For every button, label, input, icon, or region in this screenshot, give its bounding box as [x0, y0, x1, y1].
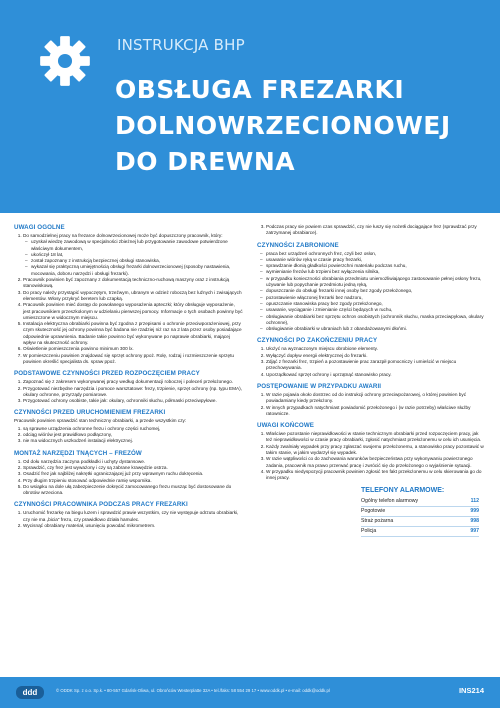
list-item-text: Osadzić frez jak najbliżej nakrętki ograniczającej już przy wprawnym ruchu dokręcenia.	[23, 471, 204, 477]
phone-number: 112	[470, 497, 479, 504]
list-item-text: W razie pojawia około dostrzec od do instrukcji ochrony przeciwpożarowej, o której powinien być powiadamiany kiedy przełożony.	[266, 391, 467, 404]
phone-label: Straż pożarna	[361, 517, 394, 524]
numbered-list	[14, 379, 243, 404]
bullet-item: – pozostawienie włączonej frezarki bez nadzoru,	[266, 295, 486, 301]
list-item-text: Właściwe pozostanie nieprawidłowości w stanie technicznym obrabiarki przed rozpoczęciem pracy, jak też nieprawidłowości w czasie pracy obrabiarki, zgłosić natychmiast przełożonemu w celu ich usunięcia.	[266, 431, 482, 443]
header-kicker: INSTRUKCJA BHP	[117, 36, 245, 54]
phone-list	[361, 497, 479, 537]
phone-number: 997	[470, 527, 479, 534]
list-item	[266, 392, 486, 405]
instruction-section	[14, 409, 243, 444]
document-code: INS214	[458, 686, 484, 695]
section-heading: PODSTAWOWE CZYNNOŚCI PRZED ROZPOCZĘCIEM PRACY	[14, 370, 200, 378]
right-column	[250, 224, 486, 674]
list-item-text: Przygotować ochrony osobiste, takie jak: okulary, ochronniki słuchu, półmaski przeciwpyłowe.	[23, 398, 217, 404]
list-item	[23, 321, 243, 346]
instruction-section	[257, 337, 486, 377]
title-line-2: DOLNOWRZECIONOWEJ	[115, 111, 451, 140]
list-item-text: Podczas pracy sie powiem czas sprawdzić, czy nie łuszy się nożetłi dociągające frez (sprawdzać przy zatrzymanej obrabiarce).	[266, 224, 477, 236]
section-heading: MONTAŻ NARZĘDZI TNĄCYCH – FREZÓW	[14, 449, 142, 457]
numbered-list	[257, 346, 486, 377]
bullet-item: – obsługiwanie obrabiarki bez sprzętu ochron osobistych (ochronnik słuchu, maska przeciwpyłowa, okulary ochronne),	[266, 314, 486, 327]
bullet-item: – obsługiwanie obrabiarki w ubraniach lub z obandażowanymi dłońmi.	[266, 326, 486, 332]
sub-list-item: – uzyskał wiedzę zawodową w specjalności zbieżnej lub przygotowanie zawodowe potwierdzone właściwym dokumentem,	[31, 239, 243, 252]
phone-row	[361, 507, 479, 517]
list-item	[23, 523, 243, 529]
instruction-section	[257, 383, 486, 417]
list-item	[23, 277, 243, 290]
section-heading: CZYNNOŚCI ZABRONIONE	[257, 241, 339, 249]
page-title	[115, 72, 451, 180]
numbered-list	[257, 431, 486, 481]
sub-list-item: – ukończył 18 lat,	[31, 252, 243, 258]
list-item-text: Każdy zwalniały wypadek przy pracy zgłaszać swojemu przełożonemu, a stanowisko pracy pozostawić w takim stanie, w jakim wydarzył się wypadek.	[266, 443, 484, 456]
list-item-text: Od dołu narzędzia zaczyna podkładki i uchyty dystansowe.	[23, 458, 146, 464]
phone-row	[361, 517, 479, 527]
list-item	[23, 386, 243, 399]
list-item	[23, 484, 243, 497]
list-item-text: Do samodzielnej pracy na frezarce dolnowrzecionowej może być dopuszczony pracownik, który:	[23, 233, 223, 238]
bullet-item: – usuwanie wiórów ręką w czasie pracy frezarki,	[266, 257, 486, 263]
section-heading: UWAGI OGÓLNE	[14, 224, 65, 231]
list-item-text: odciąg wiórów jest prawidłowo podłączony,	[23, 432, 113, 438]
list-item-text: W innych przypadkach natychmiast powiadomić przełożonego i (w razie potrzeby) właściwe służby ratownicze.	[266, 404, 471, 416]
list-item-text: Przy długim trzpieniu stosować odpowiednie ramię wspornika.	[23, 477, 152, 483]
bullet-item: – dopuszczanie do obsługi frezarki innej osoby bez zgody przełożonego,	[266, 288, 486, 294]
list-item-text: Sprawdzić, czy frez jest wyważony i czy są zabrane krawędzie ostrza.	[23, 464, 168, 470]
bullet-item: – w przypadku konieczności obrabiania przedmiotu uniemożliwiającego zastosowanie pełnej osłony frezu, używanie lub popychanie przedmiotu jedną ręką,	[266, 276, 486, 289]
phones-title: TELEFONY ALARMOWE:	[361, 486, 445, 494]
list-item	[23, 353, 243, 366]
sub-list	[23, 239, 243, 277]
numbered-list	[14, 510, 243, 529]
list-item-text: nie ma widocznych uszkodzeń instalacji elektrycznej.	[23, 438, 133, 444]
list-item-text: Zapoznać się z zakresem wykonywanej pracy według dokumentacji roboczej i poleceń przełożonego.	[23, 379, 234, 385]
list-item-text: Zdjąć z frezarki frez, trzpień a pozostawienie prac zarazpił pomocniczy i umieścić w miejscu przechowywania.	[266, 359, 457, 371]
sub-list-item: – został zapoznany z instrukcją bezpiecznej obsługi stanowiska,	[31, 258, 243, 264]
list-item	[266, 359, 486, 372]
list-item	[266, 444, 486, 457]
phone-number: 998	[470, 517, 479, 524]
instruction-content	[14, 224, 486, 674]
instruction-section	[257, 422, 486, 481]
numbered-list	[14, 233, 243, 365]
numbered-list	[257, 224, 486, 237]
phone-label: Ogólny telefon alarmowy	[361, 497, 419, 504]
list-item	[23, 290, 243, 303]
section-heading: CZYNNOŚCI PO ZAKOŃCZENIU PRACY	[257, 337, 378, 345]
list-item	[266, 456, 486, 469]
left-column	[14, 224, 250, 674]
list-item-text: Instalacja elektryczna obrabiarki powinna być zgodna z przepisami o ochronie przeciwporażeniowej, przy czym skuteczność jej ochrony powinna być badana nie rzadziej niż raz na 2 lata przez osoby posiadające odpowiednie uprawnienia. Badanie takie powinno być wykonywane po naprawie obrabiarki, mającej wpływ na skuteczność ochrony.	[23, 321, 242, 346]
list-item-text: Do pracy należy przystąpić wypoczętym, trzeźwym, ubranym w odzież roboczą bez luźnych i zwisających elementów. Włosy przykryć beretem lub czapką.	[23, 289, 242, 301]
bullet-item: – praca bez urządzeń ochronnych frez, czyli bez osłon,	[266, 251, 486, 257]
instruction-section	[257, 224, 486, 237]
list-item	[266, 224, 486, 237]
list-item	[23, 233, 243, 277]
list-item-text: W razie wątpliwości co do zachowania warunków bezpieczeństwa przy wykonywaniu powierzonego zadania, pracownik ma prawo przerwać pracę i zwrócić się do przełożonego o wyjaśnienie sytuacji.	[266, 456, 473, 468]
gear-icon	[38, 34, 92, 88]
emergency-phones	[361, 487, 479, 537]
bullet-list	[257, 251, 486, 333]
list-item-text: Pracownik powinien być zapoznany z dokumentacją techniczno-ruchową maszyny oraz z instrukcją stanowiskową.	[23, 277, 230, 289]
list-item	[266, 372, 486, 378]
instruction-section	[14, 370, 243, 404]
phone-label: Pogotowie	[361, 507, 386, 514]
phone-row	[361, 527, 479, 537]
list-item	[266, 431, 486, 444]
numbered-list	[14, 426, 243, 445]
instruction-section	[14, 501, 243, 529]
list-item-text: Pracownik powinien mieć dostęp do powołanego wyposażenia apteczki; który obsługuje wyposażenie, jest pracownikiem przeszkolonym w udzielaniu pierwszej pomocy. Informacje o tych osobach powinny być umieszczone w widocznym miejscu.	[23, 302, 243, 320]
list-item	[23, 398, 243, 404]
instruction-section	[257, 242, 486, 333]
bullet-item: – opuszczanie stanowiska pracy bez zgody przełożonego,	[266, 301, 486, 307]
instruction-section	[14, 450, 243, 497]
section-intro: Pracownik powinien sprawdzić stan techniczny obrabiarki, a przede wszystkim czy:	[14, 418, 187, 424]
list-item	[266, 405, 486, 418]
numbered-list	[14, 459, 243, 497]
phone-row	[361, 497, 479, 507]
section-heading: CZYNNOŚCI PRZED URUCHOMIENIEM FREZARKI	[14, 409, 166, 417]
list-item-text: Przygotować niezbędne narzędzia i pomoce warsztatowe: frezy, trzpienie, sprzęt ochrony (np. typu EMA), okulary ochronne, przyrządy pomiarowe.	[23, 385, 243, 397]
list-item	[23, 438, 243, 444]
bullet-item: – wymienianie frezów lub trzpieni bez wyłączenia silnika,	[266, 269, 486, 275]
right-sections	[257, 224, 486, 482]
section-heading: CZYNNOŚCI PRACOWNIKA PODCZAS PRACY FREZARKI	[14, 501, 188, 509]
footer-bar	[0, 677, 500, 708]
company-logo: ddd	[16, 686, 44, 699]
bullet-item: – usuwanie, wyciąganie i zmienianie części będących w ruchu,	[266, 307, 486, 313]
numbered-list	[257, 392, 486, 417]
title-line-1: OBSŁUGA FREZARKI	[115, 75, 405, 104]
list-item-text: Oświetlenie pomieszczenia powinno minimum 300 lx.	[23, 346, 134, 352]
section-heading: POSTĘPOWANIE W PRZYPADKU AWARII	[257, 382, 382, 390]
header-banner	[0, 0, 500, 213]
bullet-item: – sprawdzanie dłonią gładkości powierzchni materiału podczas ruchu,	[266, 263, 486, 269]
sub-list-item: – wykazał się praktyczną umiejętnością obsługi frezarki dolnowrzecionowej (sposoby nastawienia, mocowania, doboru narzędzi i obsługi frezarki).	[31, 264, 243, 277]
list-item-text: Wycisnąć obrabiany materiał, usunięciu powodać mikrometrem.	[23, 522, 156, 528]
phone-label: Policja	[361, 527, 377, 534]
list-item-text: W pomieszczeniu powinien znajdować się sprzęt ochrony ppoż. Rolę, rodzaj i rozmieszczenie sprzętu powinien określić specjalista ds. spraw ppoż.	[23, 352, 235, 364]
list-item-text: Do wsiąpku na dole ułą zabezpieczenie dokręcić zamocowanego frezu musząc być dostosowane do obrotów wrzeciona.	[23, 483, 232, 496]
list-item-text: Uporządkować sprzęt ochrony i uprzątnąć stanowisko pracy.	[266, 371, 392, 377]
list-item-text: W przypadku niedyspozycji pracownik powinien zgłosić ten fakt przełożonemu w celu skierowania go do innej pracy.	[266, 468, 482, 481]
section-heading: UWAGI KOŃCOWE	[257, 422, 314, 430]
footer-contact: © ODDK Sp. z o.o. Sp.k. • 80-557 Gdańsk-Oliwa, ul. Obrońców Westerplatte 32A • tel./faks: 58 554 29 17 • www.oddk.pl • e-mail: oddk@oddk.pl	[56, 688, 330, 693]
phone-number: 999	[470, 507, 479, 514]
list-item	[23, 510, 243, 523]
title-line-3: DO DREWNA	[115, 147, 296, 176]
list-item-text: Uruchomić frezarkę na biegu luzem i sprawdzić prawie wszystkim, czy nie występuje odrzutu obrabiarki, czy nie ma „bicia” frezu, czy prawidłowo działa hamulec.	[23, 510, 239, 522]
list-item-text: Ułożyć na wyznaczonym miejscu obrobione elementy.	[266, 346, 378, 352]
instruction-section	[14, 224, 243, 365]
list-item-text: Wyłączyć dopływ energii elektrycznej do frezarki.	[266, 352, 368, 358]
list-item	[23, 302, 243, 321]
list-item-text: są sprawne urządzenia ochronne frezu i ochrony części ruchomej,	[23, 425, 161, 431]
list-item	[266, 469, 486, 482]
